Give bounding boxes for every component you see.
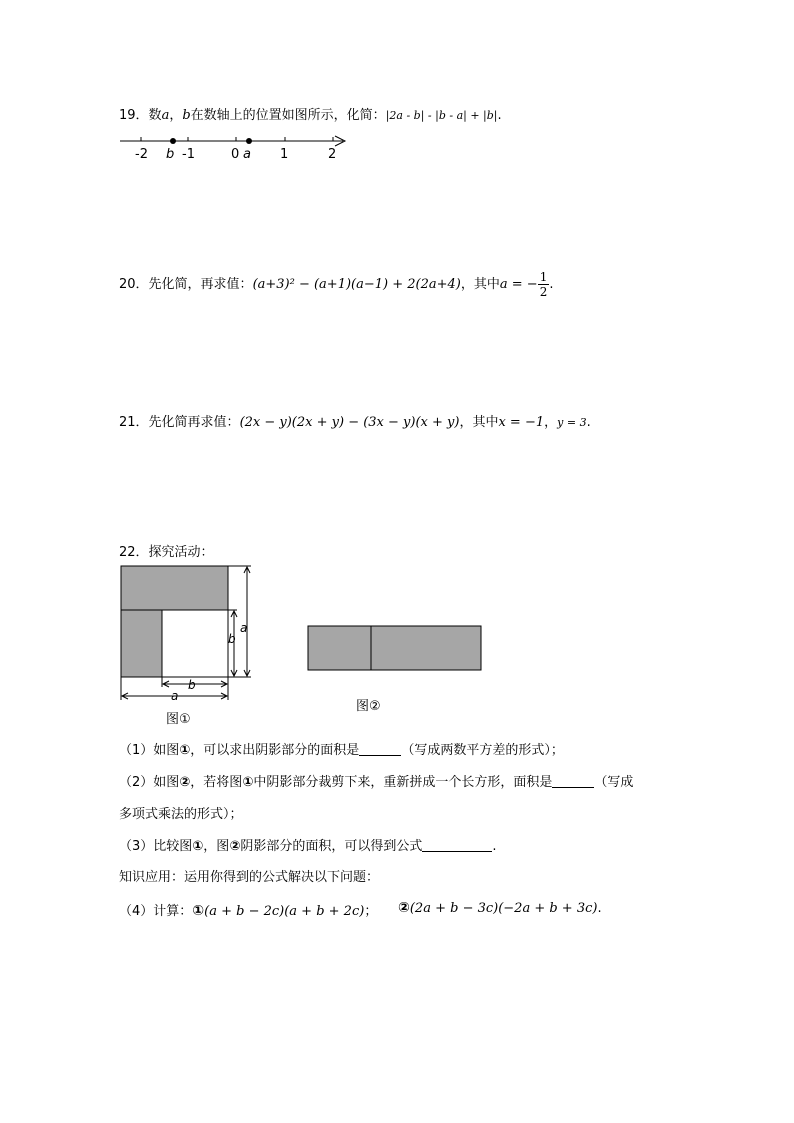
q20-frac-num: 1 xyxy=(539,270,548,284)
point-b xyxy=(170,138,176,144)
part4-semicolon: ； xyxy=(364,904,378,919)
q21-period: . xyxy=(586,415,591,430)
label-1: 1 xyxy=(280,147,289,162)
part2-answer-blank[interactable] xyxy=(552,773,594,788)
q21-where: ，其中 xyxy=(459,415,499,430)
q20-period: . xyxy=(549,277,554,292)
part2-circle1: ② xyxy=(179,775,191,790)
part2-circle2: ① xyxy=(242,775,254,790)
part1-pre: （1）如图 xyxy=(119,743,180,758)
q21-number: 21． xyxy=(119,415,149,430)
q20-text xyxy=(119,270,553,299)
label-a: a xyxy=(243,147,251,162)
q21-expression: (2x − y)(2x + y) − (3x − y)(x + y) xyxy=(239,415,460,430)
fig1-label-b-bottom: b xyxy=(188,678,196,692)
label-neg1: -1 xyxy=(182,147,195,162)
fig2-shade-left xyxy=(308,626,371,670)
q19-text-pre: 数 xyxy=(148,108,162,123)
q20-expression: (a+3)² − (a+1)(a−1) + 2(2a+4) xyxy=(252,277,461,292)
q22-title: 22．探究活动： xyxy=(119,545,214,560)
part4-circle2: ② xyxy=(398,900,410,916)
q22-part3 xyxy=(119,835,496,854)
part4-pre: （4）计算： xyxy=(119,904,193,919)
q20-frac-den: 2 xyxy=(539,285,548,299)
part3-tail: . xyxy=(492,839,497,854)
q22-part4 xyxy=(119,900,377,919)
point-a xyxy=(246,138,252,144)
part4-circle1: ① xyxy=(192,903,205,919)
q22-part4-second xyxy=(398,900,602,916)
q19-var-a: a xyxy=(161,108,170,123)
q20-condition: a = − xyxy=(499,277,538,292)
q20-label: 先化简，再求值： xyxy=(148,277,253,292)
q22-part2-line2: 多项式乘法的形式）； xyxy=(119,807,243,822)
part1-tail: （写成两数平方差的形式）； xyxy=(401,743,564,758)
fig1-shade-top xyxy=(121,566,228,610)
part1-post: ，可以求出阴影部分的面积是 xyxy=(190,743,360,758)
part4-expression2: (2a + b − 3c)(−2a + b + 3c) xyxy=(409,901,598,916)
q21-label: 先化简再求值： xyxy=(148,415,240,430)
part2-mid1: ，若将图 xyxy=(190,775,243,790)
q22-part2 xyxy=(119,771,633,790)
part3-circle2: ② xyxy=(229,839,241,854)
part3-circle1: ① xyxy=(192,839,204,854)
part3-answer-blank[interactable] xyxy=(422,837,492,852)
q22-part1 xyxy=(119,739,564,758)
q19-text-mid: 在数轴上的位置如图所示，化简： xyxy=(190,108,386,123)
q19-comma: ， xyxy=(169,108,183,123)
q19-number-line xyxy=(115,130,355,164)
fig2-caption: 图② xyxy=(356,699,381,714)
q21-cond1: x = −1 xyxy=(498,415,545,430)
label-2: 2 xyxy=(328,147,337,162)
q21-cond2: y = 3 xyxy=(557,416,587,429)
part4-tail: . xyxy=(597,901,602,916)
q20-number: 20． xyxy=(119,277,149,292)
label-neg2: -2 xyxy=(135,147,148,162)
part1-circle: ① xyxy=(179,743,191,758)
q21-sep: ， xyxy=(544,415,558,430)
q19-expression: |2a - b| - |b - a| + |b| xyxy=(385,109,498,122)
fig1-white-square xyxy=(162,610,228,677)
part2-mid2: 中阴影部分裁剪下来，重新拼成一个长方形，面积是 xyxy=(253,775,553,790)
part2-pre: （2）如图 xyxy=(119,775,180,790)
part4-expression1: (a + b − 2c)(a + b + 2c) xyxy=(204,904,365,919)
q19-var-b: b xyxy=(182,108,191,123)
part3-mid: ，图 xyxy=(203,839,230,854)
part2-tail: （写成 xyxy=(594,775,634,790)
fig1-shade-left xyxy=(121,610,162,677)
part3-post: 阴影部分的面积，可以得到公式 xyxy=(240,839,423,854)
q19-text xyxy=(119,104,502,123)
label-0: 0 xyxy=(231,147,240,162)
q20-fraction xyxy=(538,270,550,299)
q22-figures xyxy=(115,560,495,730)
part1-answer-blank[interactable] xyxy=(359,741,401,756)
q22-apply: 知识应用：运用你得到的公式解决以下问题： xyxy=(119,870,380,885)
fig2-shade-right xyxy=(371,626,481,670)
q20-where: ，其中 xyxy=(460,277,500,292)
q19-number: 19． xyxy=(119,108,149,123)
label-b: b xyxy=(166,147,175,162)
q19-period: . xyxy=(497,108,502,123)
part3-pre: （3）比较图 xyxy=(119,839,193,854)
q21-text xyxy=(119,411,591,430)
fig1-caption: 图① xyxy=(166,712,191,727)
fig1-label-a-bottom: a xyxy=(171,689,179,703)
fig1-label-a-right: a xyxy=(240,621,248,635)
fig1-label-b-right: b xyxy=(228,632,236,646)
